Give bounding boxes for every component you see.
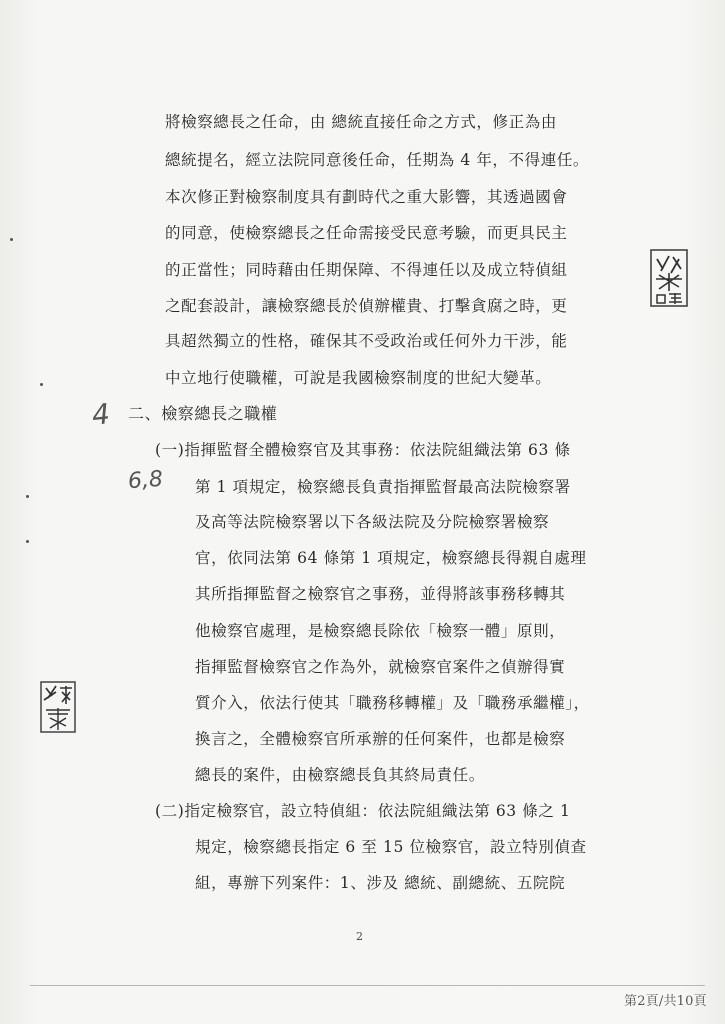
- body-line: 將檢察總長之任命，由 總統直接任命之方式，修正為由: [165, 113, 557, 131]
- body-line: 本次修正對檢察制度具有劃時代之重大影響，其透過國會: [165, 188, 568, 206]
- item-line: 他檢察官處理，是檢察總長除依「檢察一體」原則，: [195, 622, 566, 640]
- body-line: 總統提名，經立法院同意後任命，任期為 4 年，不得連任。: [165, 151, 590, 169]
- item-line: 及高等法院檢察署以下各級法院及分院檢察署檢察: [195, 513, 550, 531]
- item-line: 官，依同法第 64 條第 1 項規定，檢察總長得親自處理: [195, 549, 587, 567]
- seal-stamp-icon: [38, 678, 78, 736]
- footer-page-count: 第2頁/共10頁: [624, 994, 707, 1009]
- item-line: 換言之，全體檢察官所承辦的任何案件，也都是檢察: [195, 730, 566, 748]
- body-line: 具超然獨立的性格，確保其不受政治或任何外力干涉，能: [165, 332, 568, 350]
- scan-mark: [26, 495, 29, 498]
- handwritten-page-ref: 6,8: [127, 466, 164, 495]
- scan-mark: [10, 238, 13, 241]
- seal-stamp-icon: [649, 247, 689, 309]
- handwritten-section-number: 4: [90, 397, 112, 432]
- body-line: 的正當性；同時藉由任期保障、不得連任以及成立特偵組: [165, 261, 568, 279]
- item-line: 組，專辦下列案件：1、涉及 總統、副總統、五院院: [195, 874, 566, 892]
- scan-mark: [26, 540, 29, 543]
- item-first-line: (一)指揮監督全體檢察官及其事務：依法院組織法第 63 條: [155, 441, 571, 459]
- scan-mark: [40, 383, 43, 386]
- item-line: 指揮監督檢察官之作為外，就檢察官案件之偵辦得實: [195, 658, 566, 676]
- item-first-line: (二)指定檢察官，設立特偵組：依法院組織法第 63 條之 1: [155, 802, 571, 820]
- item-line: 規定，檢察總長指定 6 至 15 位檢察官，設立特別偵查: [195, 838, 587, 856]
- body-line: 之配套設計，讓檢察總長於偵辦權貴、打擊貪腐之時，更: [165, 297, 568, 315]
- item-line: 第 1 項規定，檢察總長負責指揮監督最高法院檢察署: [195, 478, 571, 496]
- section-heading: 二、檢察總長之職權: [128, 404, 278, 423]
- page-number: 2: [356, 930, 363, 943]
- body-line: 的同意，使檢察總長之任命需接受民意考驗，而更具民主: [165, 224, 568, 242]
- item-line: 質介入，依法行使其「職務移轉權」及「職務承繼權」，: [195, 694, 590, 712]
- item-line: 其所指揮監督之檢察官之事務，並得將該事務移轉其: [195, 585, 566, 603]
- footer-divider: [30, 985, 705, 986]
- body-line: 中立地行使職權，可說是我國檢察制度的世紀大變革。: [165, 369, 552, 387]
- item-line: 總長的案件，由檢察總長負其終局責任。: [195, 766, 485, 784]
